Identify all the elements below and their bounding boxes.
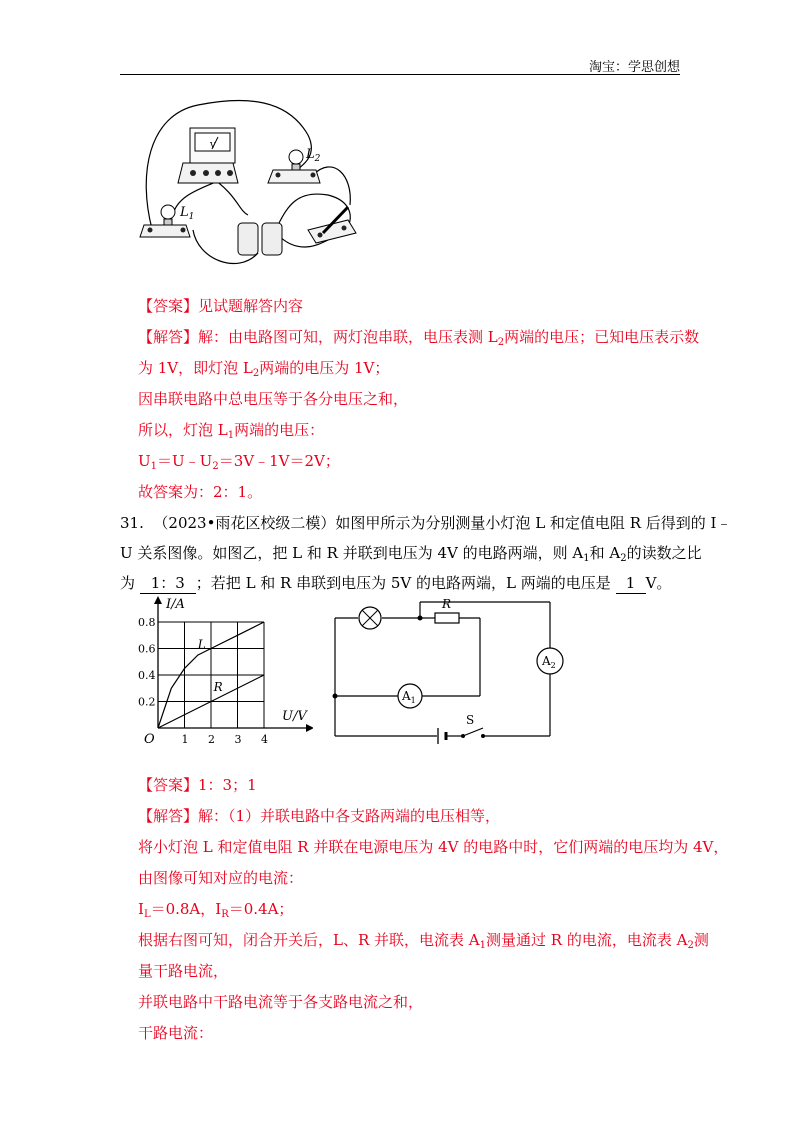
- solution-line: 因串联电路中总电压等于各分电压之和，: [138, 390, 409, 408]
- x-tick-label: 1: [181, 733, 189, 746]
- solution-line: $U_1=U﹣U_2=3V﹣1V=2V$；: [138, 452, 340, 472]
- lamp-symbol-icon: [359, 607, 381, 629]
- switch-label: S: [466, 713, 475, 727]
- question-31-line: 31. （2023•雨花区校级二模）如图甲所示为分别测量小灯泡 L 和定值电阻 R 后得到的 I﹣: [120, 514, 732, 532]
- solution-line: 并联电路中干路电流等于各支路电流之和，: [138, 993, 424, 1011]
- x-tick-label: 4: [261, 733, 268, 746]
- x-axis-label: U/V: [282, 709, 307, 724]
- solution-line: 由图像可知对应的电流：: [138, 869, 304, 887]
- solution-line: 故答案为：2：1。: [138, 483, 263, 501]
- solution-line: 所以，灯泡 $L_1$两端的电压：: [138, 421, 325, 441]
- solution-line: 为 1V，即灯泡 $L_2$两端的电压为 1V；: [138, 359, 390, 379]
- question-31-line: 为 1：3 ；若把 L 和 R 串联到电压为 5V 的电路两端，L 两端的电压是 1 V。: [120, 574, 672, 592]
- iu-graph: [138, 596, 313, 751]
- l2-label: $L_2$: [306, 147, 321, 164]
- solution-line: 干路电流：: [138, 1024, 214, 1042]
- physical-circuit-figure: [138, 95, 358, 275]
- series-label-l: L: [197, 637, 206, 652]
- solution-line: $I_L=0.8A$，$I_R=0.4A$；: [138, 900, 294, 920]
- solution-line: 量干路电流，: [138, 962, 229, 980]
- header-text: 淘宝：学思创想: [588, 60, 680, 75]
- answer-blank-2: 1: [616, 573, 646, 594]
- x-tick-label: 2: [208, 733, 215, 746]
- y-tick-label: 0.4: [138, 669, 156, 682]
- y-tick-label: 0.2: [138, 695, 156, 709]
- answer-line-30: 【答案】见试题解答内容: [138, 297, 304, 315]
- origin-label: O: [144, 732, 155, 747]
- y-axis-label: I/A: [166, 597, 185, 612]
- resistor-label: R: [442, 597, 452, 611]
- answer-line-31: 【答案】1：3；1: [138, 776, 257, 794]
- y-tick-label: 0.6: [138, 642, 156, 656]
- page-header: [120, 56, 680, 75]
- solution-line: 根据右图可知，闭合开关后，L、R 并联，电流表 $A_1$测量通过 R 的电流，电流表 $A_2$测: [138, 931, 709, 951]
- svg-text:V: V: [210, 141, 216, 150]
- x-tick-label: 3: [234, 733, 242, 746]
- voltmeter-icon: [178, 128, 238, 183]
- solution-line: 将小灯泡 L 和定值电阻 R 并联在电源电压为 4V 的电路中时，它们两端的电压均为 4V，: [138, 838, 729, 856]
- switch-icon: [308, 207, 356, 243]
- circuit-diagram: [325, 596, 565, 746]
- y-tick-label: 0.8: [138, 616, 156, 629]
- solution-line: 【解答】解：由电路图可知，两灯泡串联，电压表测 $L_2$两端的电压；已知电压表示数: [138, 328, 700, 348]
- answer-blank-1: 1：3: [140, 573, 196, 594]
- resistor-icon: [435, 613, 459, 623]
- question-31-line: U 关系图像。如图乙，把 L 和 R 并联到电压为 4V 的电路两端，则 $A_1$和 $A_2$的读数之比: [120, 544, 702, 564]
- ammeter-a1-label: $A_1$: [402, 689, 416, 705]
- battery-symbol-icon: [438, 728, 446, 744]
- battery-icon: [238, 223, 282, 255]
- solution-line: 【解答】解：（1）并联电路中各支路两端的电压相等，: [138, 807, 501, 825]
- ammeter-a2-label: $A_2$: [542, 654, 556, 670]
- l1-label: $L_1$: [180, 205, 195, 222]
- series-label-r: R: [213, 679, 223, 694]
